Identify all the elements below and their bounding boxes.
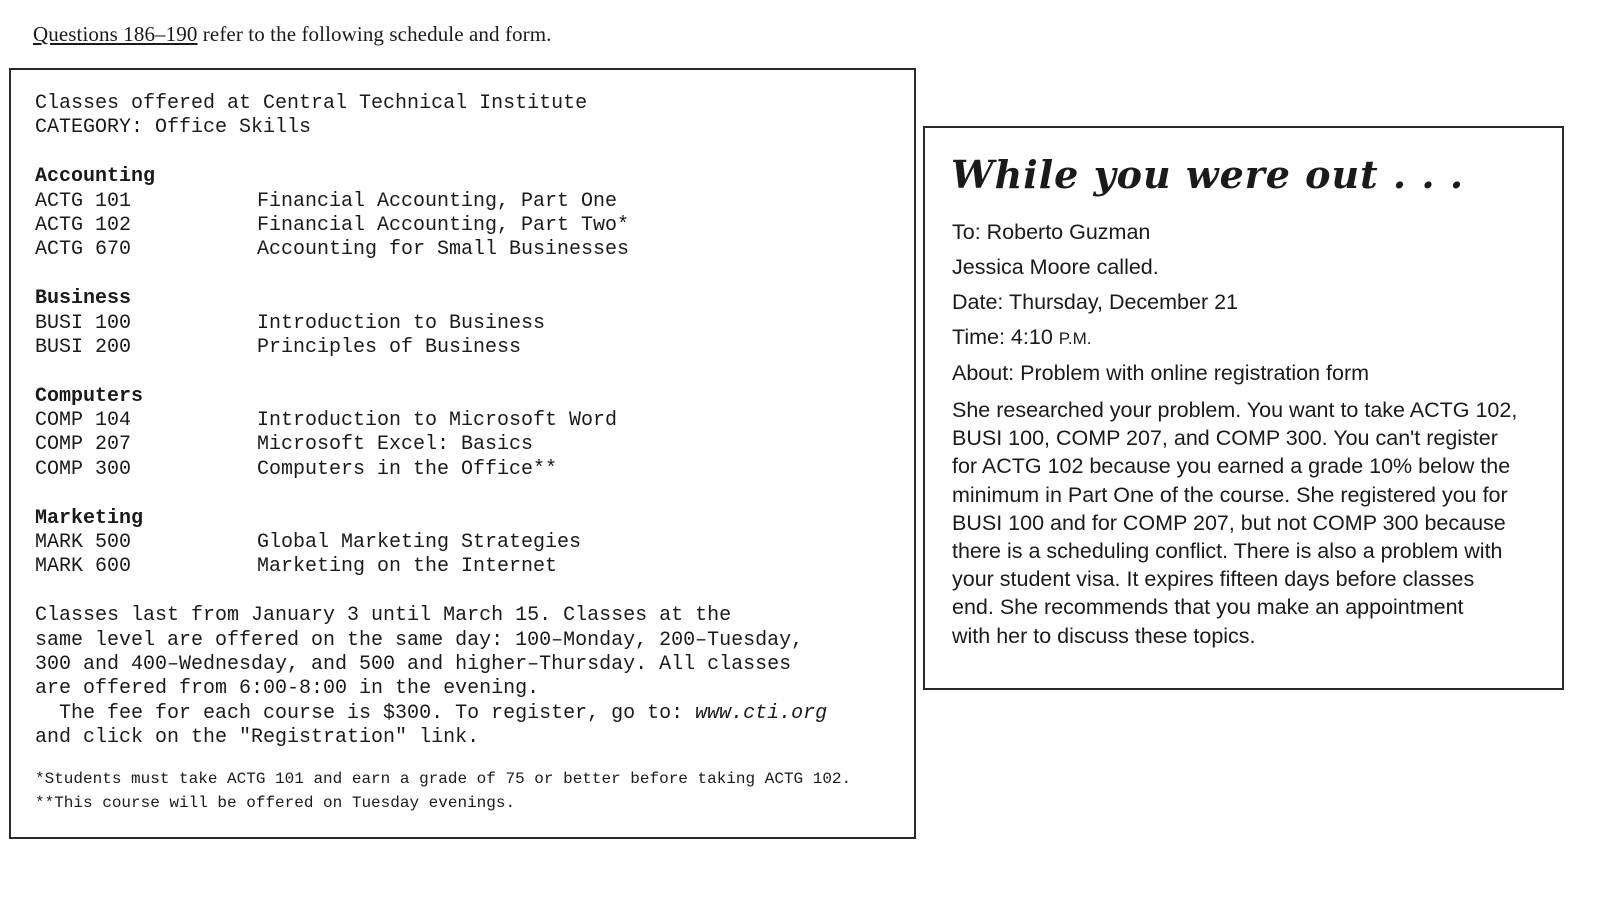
course-code: COMP 207 (35, 433, 132, 457)
course-code: COMP 300 (35, 457, 132, 481)
course-row (35, 458, 905, 482)
footnotes (35, 767, 905, 815)
schedule-header: Classes offered at Central Technical Institute (35, 92, 588, 115)
message-body (952, 396, 1552, 650)
question-reference: Questions 186–190 (33, 22, 198, 46)
class-schedule (9, 68, 916, 839)
course-title: Marketing on the Internet (257, 555, 558, 579)
footnote: **This course will be offered on Tuesday evenings. (35, 793, 516, 812)
section-marketing (35, 507, 905, 580)
course-code: MARK 600 (35, 555, 132, 579)
fee-text: The fee for each course is $300. To register, go to: (35, 701, 696, 725)
section-computers (35, 385, 905, 483)
body-line: BUSI 100 and for COMP 207, but not COMP 300 because (952, 510, 1506, 535)
body-line: end. She recommends that you make an appointment (952, 595, 1464, 620)
course-row (35, 531, 905, 555)
time-period: P.M. (1058, 329, 1092, 348)
section-heading: Computers (35, 384, 144, 408)
course-row (35, 409, 905, 433)
section-heading: Business (35, 287, 132, 311)
registration-url: www.cti.org (695, 701, 828, 725)
course-title: Microsoft Excel: Basics (257, 433, 534, 457)
footnote: *Students must take ACTG 101 and earn a grade of 75 or better before taking ACTG 102. (35, 769, 852, 788)
body-line: with her to discuss these topics. (952, 623, 1256, 648)
course-row (35, 214, 905, 238)
course-title: Introduction to Business (257, 311, 546, 335)
course-title: Principles of Business (257, 335, 522, 359)
message-time (952, 325, 1092, 350)
course-code: MARK 500 (35, 531, 132, 555)
fee-line-continued: and click on the "Registration" link. (35, 726, 480, 750)
course-code: COMP 104 (35, 409, 132, 433)
course-code: ACTG 102 (35, 213, 132, 237)
course-title: Financial Accounting, Part One (257, 189, 618, 213)
course-title: Introduction to Microsoft Word (257, 409, 618, 433)
schedule-details (35, 604, 875, 750)
message-to: To: Roberto Guzman (952, 220, 1151, 244)
course-code: ACTG 670 (35, 238, 132, 262)
section-heading: Accounting (35, 165, 156, 189)
course-row (35, 190, 905, 214)
body-line: there is a scheduling conflict. There is also a problem with (952, 539, 1503, 564)
body-line: She researched your problem. You want to take ACTG 102, (952, 398, 1518, 422)
course-row (35, 238, 905, 262)
intro-text: refer to the following schedule and form. (197, 22, 552, 46)
course-title: Computers in the Office** (257, 457, 558, 481)
body-line: BUSI 100, COMP 207, and COMP 300. You can't register (952, 426, 1498, 451)
fee-line (35, 702, 875, 726)
section-accounting (35, 165, 905, 263)
course-title: Financial Accounting, Part Two* (257, 213, 630, 237)
schedule-category: CATEGORY: Office Skills (35, 116, 312, 140)
course-code: ACTG 101 (35, 189, 132, 213)
details-line: are offered from 6:00-8:00 in the evening. (35, 677, 540, 701)
course-code: BUSI 200 (35, 335, 132, 359)
section-business (35, 287, 905, 360)
course-title: Global Marketing Strategies (257, 531, 582, 555)
details-line: Classes last from January 3 until March 15. Classes at the (35, 604, 732, 628)
time-value: Time: 4:10 (952, 325, 1059, 349)
message-caller: Jessica Moore called. (952, 255, 1159, 279)
course-row (35, 555, 905, 579)
course-row (35, 433, 905, 457)
course-row (35, 312, 905, 336)
course-title: Accounting for Small Businesses (257, 238, 630, 262)
body-line: minimum in Part One of the course. She registered you for (952, 482, 1508, 507)
course-row (35, 336, 905, 360)
phone-message-form (923, 126, 1564, 690)
message-about: About: Problem with online registration form (952, 361, 1370, 385)
intro-line (33, 22, 552, 47)
details-line: 300 and 400–Wednesday, and 500 and higher–Thursday. All classes (35, 652, 792, 676)
course-code: BUSI 100 (35, 311, 132, 335)
message-date: Date: Thursday, December 21 (952, 290, 1239, 314)
schedule-content (35, 92, 905, 815)
body-line: your student visa. It expires fifteen days before classes (952, 567, 1475, 592)
message-title: While you were out . . . (951, 152, 1465, 197)
body-line: for ACTG 102 because you earned a grade 10% below the (952, 454, 1511, 479)
details-line: same level are offered on the same day: 100–Monday, 200–Tuesday, (35, 628, 804, 652)
section-heading: Marketing (35, 506, 144, 530)
